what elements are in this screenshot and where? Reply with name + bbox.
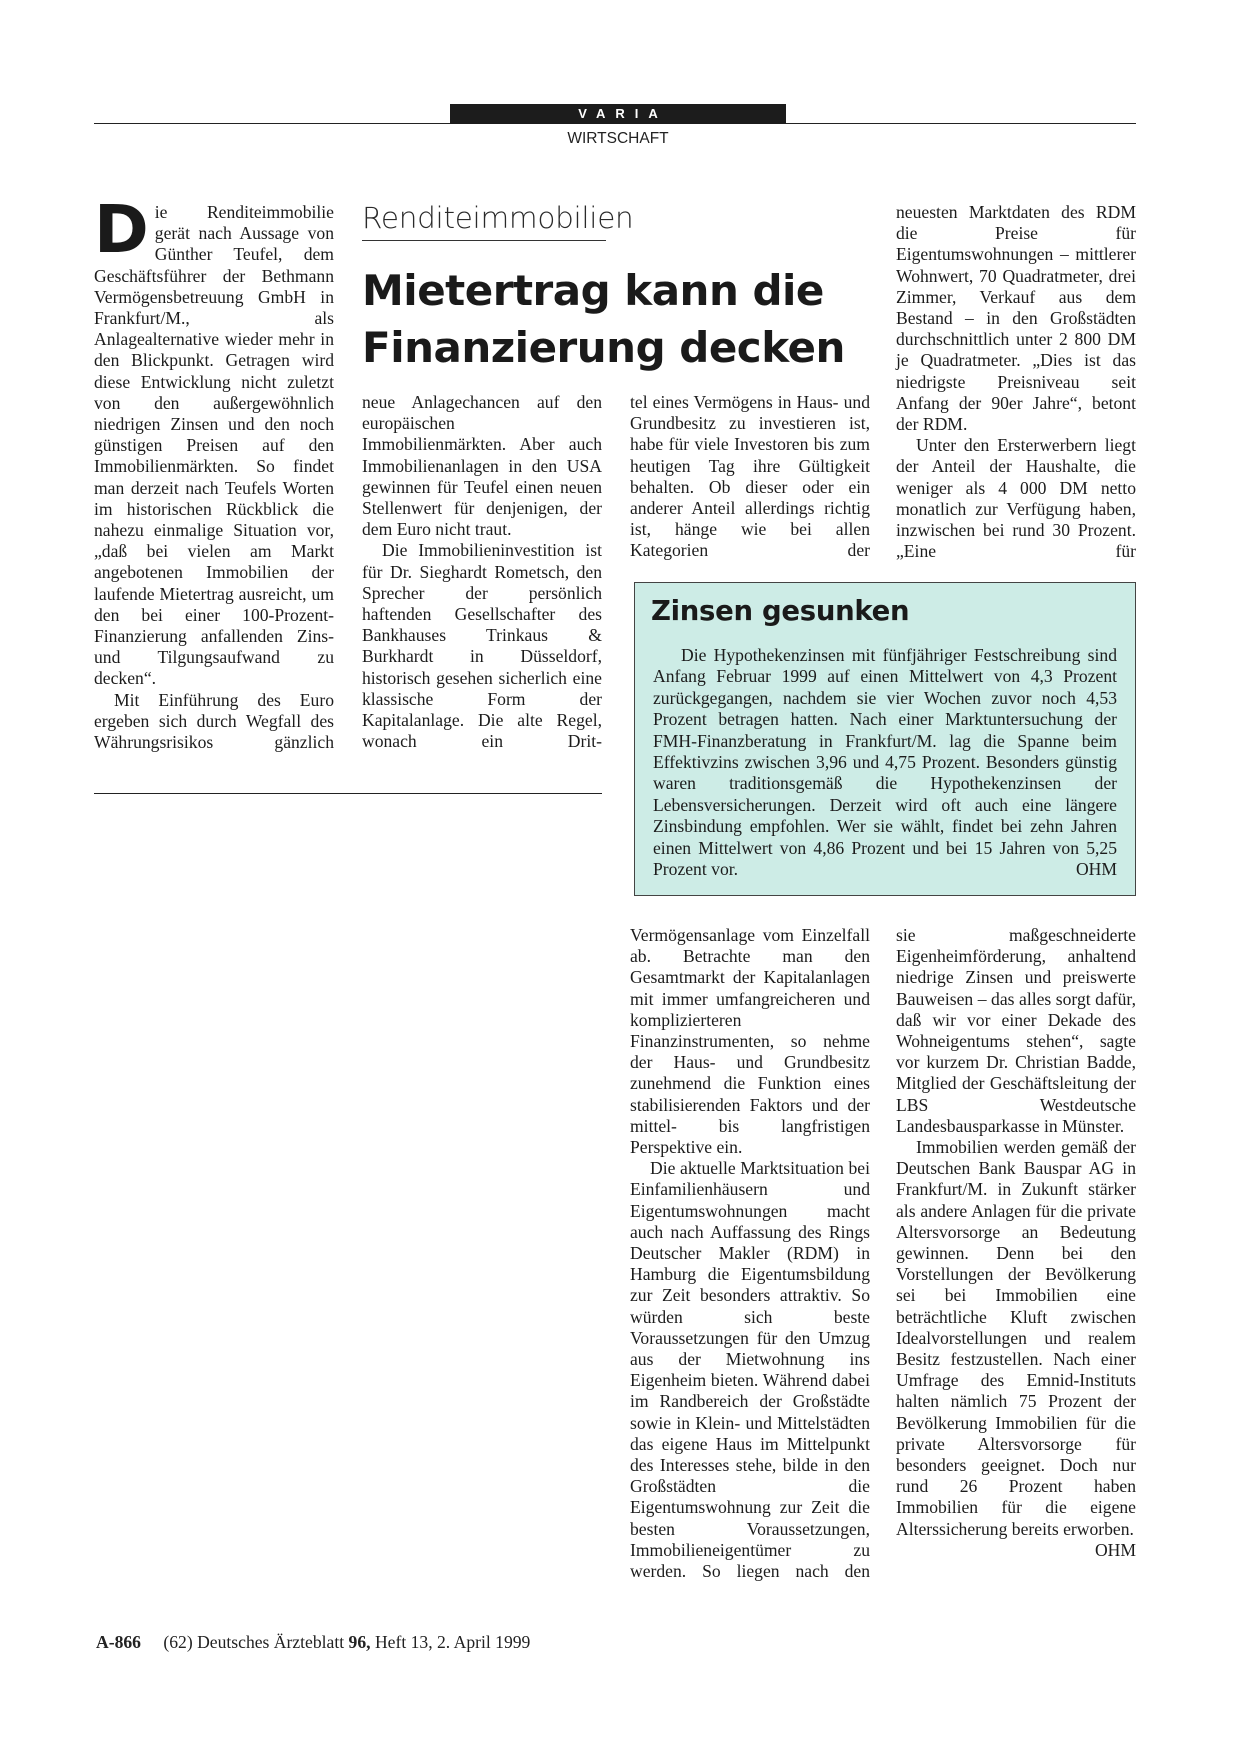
sidebar-box bbox=[634, 582, 1136, 896]
drop-cap: D bbox=[94, 191, 149, 268]
article-column-1 bbox=[94, 191, 334, 774]
article-paragraph bbox=[896, 1137, 1136, 1560]
article-paragraph: neue Anlagechancen auf den europäischen Immobilienmärkten. Aber auch Immobilienanlagen in den USA gewinnen für Teufel einen neuen Stellenwert für denjenigen, der dem Euro nicht traut. bbox=[362, 392, 602, 540]
sidebar-signature: OHM bbox=[1075, 859, 1117, 880]
paragraph-text: Immobilien werden gemäß der Deutschen Bank Bauspar AG in Frankfurt/M. in Zukunft stärker als andere Anlagen für die private Altersvorsorge an Bedeutung gewinnen. Denn bei den Vorstellungen der Bevölkerung sei bei Immobilien eine beträchtliche Kluft zwischen Idealvorstellungen und realem Besitz festzustellen. Nach einer Umfrage des Emnid-Instituts halten nämlich 75 Prozent der Bevölkerung Immobilien für die private Altersvorsorge für besonders geeignet. Doch nur rund 26 Prozent haben Immobilien für die eigene Alterssicherung bereits erworben. bbox=[896, 1137, 1136, 1539]
article-paragraph: Die Immobilieninvestition ist für Dr. Sieghardt Rometsch, den Sprecher der persönlich haftenden Gesellschafter des Bankhauses Trinkaus & Burkhardt in Düsseldorf, historisch gesehen sicherlich eine klassische Form der Kapitalanlage. Die alte Regel, wonach ein Drit- bbox=[362, 540, 602, 752]
article-column-2 bbox=[362, 392, 602, 774]
sidebar-paragraph bbox=[653, 645, 1117, 880]
article-column-4-top bbox=[896, 202, 1136, 584]
page-footer bbox=[96, 1632, 530, 1653]
section-label: VARIA bbox=[450, 104, 786, 124]
article-column-3-bottom bbox=[630, 925, 870, 1604]
article-column-4-bottom bbox=[896, 925, 1136, 1561]
article-paragraph: tel eines Vermögens in Haus- und Grundbesitz zu investieren ist, habe für viele Investoren bis zum heutigen Tag ihre Gültigkeit behalten. Ob dieser oder ein anderer Anteil allerdings richtig ist, hänge wie bei allen Kategorien der bbox=[630, 392, 870, 561]
article-paragraph: Mit Einführung des Euro ergeben sich durch Wegfall des Währungsrisikos gänzlich bbox=[94, 689, 334, 753]
subsection-label: WIRTSCHAFT bbox=[567, 130, 669, 147]
citation-prefix: (62) Deutsches Ärzteblatt bbox=[163, 1632, 345, 1652]
article-paragraph: Unter den Ersterwerbern liegt der Anteil der Haushalte, die weniger als 4 000 DM netto monatlich zur Verfügung haben, inzwischen bei rund 30 Prozent. „Eine für bbox=[896, 435, 1136, 562]
paragraph-text: ie Renditeimmobilie gerät nach Aussage von Günther Teufel, dem Geschäftsführer der Bethmann Vermögensbetreuung GmbH in Frankfurt/M., als Anlagealternative wieder mehr in den Blickpunkt. Getragen wird diese Entwicklung nicht zuletzt von den außergewöhnlich niedrigen Zinsen und den noch günstigen Preisen auf den Immobilienmärkten. So findet man derzeit nach Teufels Worten im historischen Rückblick die nahezu einmalige Situation vor, „daß bei vielen am Markt angebotenen Immobilien der laufende Mietertrag ausreicht, um den bei einer 100-Prozent-Finanzierung anfallenden Zins- und Tilgungsaufwand zu decken“. bbox=[94, 202, 334, 689]
article-paragraph bbox=[94, 191, 334, 690]
sidebar-body bbox=[653, 645, 1117, 880]
article-kicker: Renditeimmobilien bbox=[362, 200, 606, 241]
headline-line-2: Finanzierung decken bbox=[362, 323, 845, 372]
article-paragraph: neuesten Marktdaten des RDM die Preise für Eigentumswohnungen – mittlerer Wohnwert, 70 Quadratmeter, drei Zimmer, Verkauf aus dem Bestand – in den Großstädten durchschnittlich unter 2 800 DM je Quadratmeter. „Dies ist das niedrigste Preisniveau seit Anfang der 90er Jahre“, betont der RDM. bbox=[896, 202, 1136, 435]
sidebar-text: Die Hypothekenzinsen mit fünfjähriger Festschreibung sind Anfang Februar 1999 auf einen Mittelwert von 4,3 Prozent zurückgegangen, nachdem sie vier Wochen zuvor noch 4,53 Prozent betragen hatten. Nach einer Marktuntersuchung der FMH-Finanzberatung in Frankfurt/M. lag die Spanne beim Effektivzins zwischen 3,96 und 4,75 Prozent. Besonders günstig waren traditionsgemäß die Hypothekenzinsen der Lebensversicherungen. Derzeit wird oft auch eine längere Zinsbindung empfohlen. Wer sie wählt, findet bei zehn Jahren einen Mittelwert von 4,86 Prozent und bei 15 Jahren von 5,25 Prozent vor. bbox=[653, 645, 1117, 880]
column-end-rule bbox=[94, 793, 602, 794]
article-signature: OHM bbox=[1094, 1539, 1136, 1560]
article-paragraph: sie maßgeschneiderte Eigenheimförderung, anhaltend niedrige Zinsen und preiswerte Bauweisen – das alles sorgt dafür, daß wir vor einer Dekade des Wohneigentums stehen“, sagte vor kurzem Dr. Christian Badde, Mitglied der Geschäftsleitung der LBS Westdeutsche Landesbausparkasse in Münster. bbox=[896, 925, 1136, 1136]
citation-suffix: Heft 13, 2. April 1999 bbox=[374, 1632, 531, 1652]
citation-volume: 96, bbox=[348, 1632, 371, 1652]
article-column-3-top bbox=[630, 392, 870, 583]
article-headline bbox=[362, 262, 862, 376]
headline-line-1: Mietertrag kann die bbox=[362, 266, 824, 315]
article-paragraph: Vermögensanlage vom Einzelfall ab. Betrachte man den Gesamtmarkt der Kapitalanlagen mit immer umfangreicheren und komplizierteren Finanzinstrumenten, so nehme der Haus- und Grundbesitz zunehmend die Funktion eines stabilisierenden Faktors und der mittel- bis langfristigen Perspektive ein. bbox=[630, 925, 870, 1158]
sidebar-title: Zinsen gesunken bbox=[651, 595, 910, 627]
article-paragraph: Die aktuelle Marktsituation bei Einfamilienhäusern und Eigentumswohnungen macht auch nach Auffassung des Rings Deutscher Makler (RDM) in Hamburg die Eigentumsbildung zur Zeit besonders attraktiv. So würden sich beste Voraussetzungen für den Umzug aus der Mietwohnung ins Eigenheim bieten. Während dabei im Randbereich der Großstädte sowie in Klein- und Mittelstädten das eigene Haus im Mittelpunkt des Interesses stehe, bilde in den Großstädten die Eigentumswohnung zur Zeit die besten Voraussetzungen, Immobilieneigentümer zu werden. So liegen nach den bbox=[630, 1158, 870, 1582]
page-number: A-866 bbox=[96, 1632, 141, 1652]
